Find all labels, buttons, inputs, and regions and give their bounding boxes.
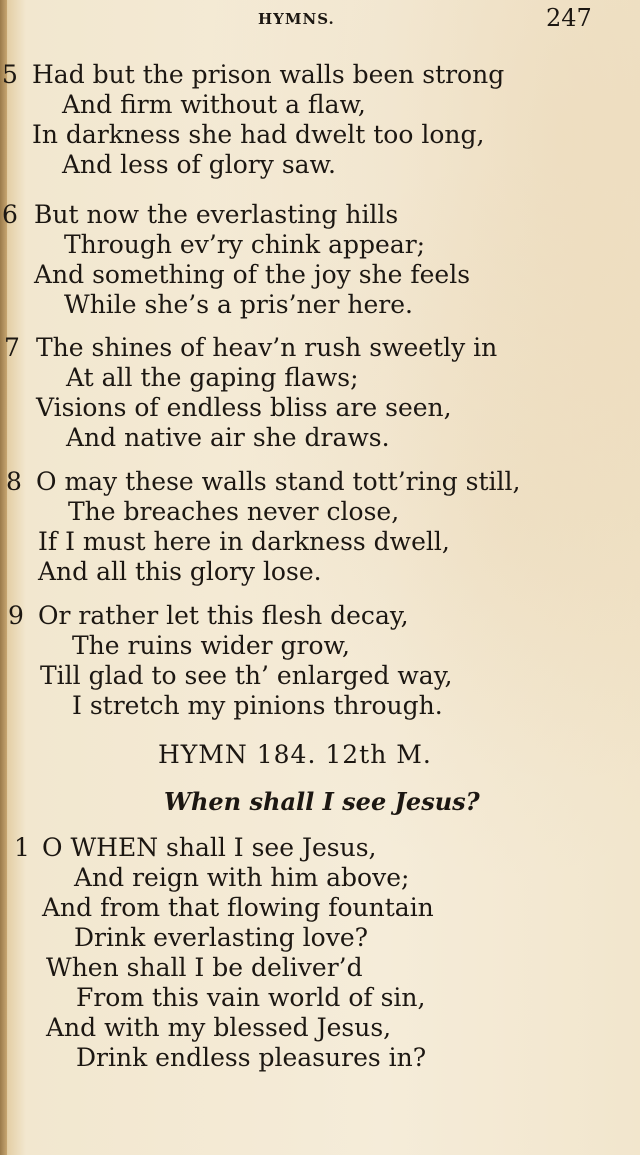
- page-number: 247: [546, 4, 592, 32]
- verse-line: Till glad to see th’ enlarged way,: [40, 661, 453, 690]
- verse-line: And from that flowing fountain: [42, 893, 434, 922]
- verse-number: 9: [8, 601, 24, 630]
- hymn-heading: HYMN 184. 12th M.: [158, 740, 432, 769]
- verse-line: Drink endless pleasures in?: [76, 1043, 427, 1072]
- verse-line: And all this glory lose.: [38, 557, 322, 586]
- verse-line: Visions of endless bliss are seen,: [36, 393, 452, 422]
- header-title: HYMNS.: [258, 10, 335, 28]
- page-spine-edge: [0, 0, 7, 1155]
- verse-line: The shines of heav’n rush sweetly in: [36, 333, 498, 362]
- verse-line: And native air she draws.: [66, 423, 390, 452]
- verse-line: From this vain world of sin,: [76, 983, 426, 1012]
- verse-line: Or rather let this flesh decay,: [38, 601, 409, 630]
- verse-line: O may these walls stand tott’ring still,: [36, 467, 521, 496]
- verse-line: Had but the prison walls been strong: [32, 60, 505, 89]
- verse-line: And with my blessed Jesus,: [46, 1013, 392, 1042]
- verse-line: But now the everlasting hills: [34, 200, 399, 229]
- verse-line: And something of the joy she feels: [34, 260, 471, 289]
- verse-line: And less of glory saw.: [62, 150, 336, 179]
- verse-line: I stretch my pinions through.: [72, 691, 443, 720]
- verse-number: 8: [6, 467, 22, 496]
- verse-line: While she’s a pris’ner here.: [64, 290, 413, 319]
- verse-number: 7: [4, 333, 20, 362]
- verse-number: 6: [2, 200, 18, 229]
- verse-line: At all the gaping flaws;: [66, 363, 359, 392]
- verse-line: When shall I be deliver’d: [46, 953, 363, 982]
- verse-line: If I must here in darkness dwell,: [38, 527, 450, 556]
- verse-line: And firm without a flaw,: [62, 90, 366, 119]
- hymn-subtitle: When shall I see Jesus?: [164, 787, 480, 816]
- verse-line: In darkness she had dwelt too long,: [32, 120, 485, 149]
- verse-line: And reign with him above;: [74, 863, 410, 892]
- verse-line: Through ev’ry chink appear;: [64, 230, 426, 259]
- verse-number: 1: [14, 833, 30, 862]
- verse-line: The breaches never close,: [68, 497, 400, 526]
- verse-line: The ruins wider grow,: [72, 631, 350, 660]
- verse-line: Drink everlasting love?: [74, 923, 369, 952]
- running-head: [0, 4, 640, 32]
- verse-line: O WHEN shall I see Jesus,: [42, 833, 377, 862]
- verse-number: 5: [2, 60, 18, 89]
